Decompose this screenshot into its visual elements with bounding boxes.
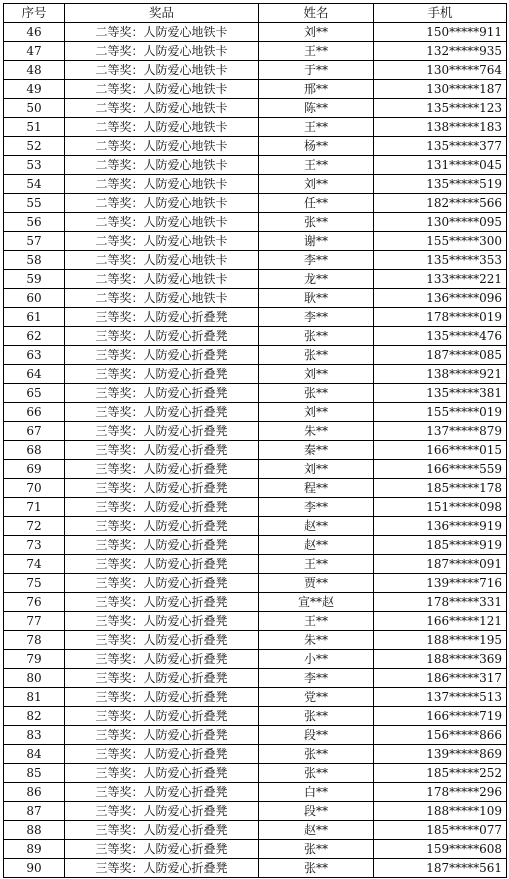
serial-number-cell: 68 bbox=[4, 441, 65, 460]
table-row bbox=[4, 593, 507, 612]
serial-number-cell: 50 bbox=[4, 99, 65, 118]
table-row bbox=[4, 118, 507, 137]
serial-number-cell: 57 bbox=[4, 232, 65, 251]
prize-cell: 三等奖：人防爱心折叠凳 bbox=[65, 802, 259, 821]
prize-cell: 三等奖：人防爱心折叠凳 bbox=[65, 593, 259, 612]
prize-cell: 二等奖：人防爱心地铁卡 bbox=[65, 118, 259, 137]
prize-cell: 二等奖：人防爱心地铁卡 bbox=[65, 42, 259, 61]
prize-cell: 三等奖：人防爱心折叠凳 bbox=[65, 745, 259, 764]
serial-number-cell: 60 bbox=[4, 289, 65, 308]
prize-cell: 三等奖：人防爱心折叠凳 bbox=[65, 536, 259, 555]
phone-cell: 188*****109 bbox=[374, 802, 507, 821]
serial-number-cell: 90 bbox=[4, 859, 65, 878]
winner-name-cell: 赵** bbox=[259, 821, 374, 840]
table-row bbox=[4, 175, 507, 194]
prize-cell: 三等奖：人防爱心折叠凳 bbox=[65, 365, 259, 384]
prize-cell: 三等奖：人防爱心折叠凳 bbox=[65, 688, 259, 707]
serial-number-cell: 88 bbox=[4, 821, 65, 840]
prize-cell: 二等奖：人防爱心地铁卡 bbox=[65, 213, 259, 232]
winner-name-cell: 王** bbox=[259, 118, 374, 137]
serial-number-cell: 89 bbox=[4, 840, 65, 859]
winner-name-cell: 谢** bbox=[259, 232, 374, 251]
table-row bbox=[4, 251, 507, 270]
phone-cell: 150*****911 bbox=[374, 23, 507, 42]
phone-cell: 159*****608 bbox=[374, 840, 507, 859]
winner-name-cell: 张** bbox=[259, 745, 374, 764]
serial-number-cell: 84 bbox=[4, 745, 65, 764]
phone-cell: 166*****121 bbox=[374, 612, 507, 631]
serial-number-cell: 55 bbox=[4, 194, 65, 213]
serial-number-cell: 75 bbox=[4, 574, 65, 593]
prize-cell: 三等奖：人防爱心折叠凳 bbox=[65, 764, 259, 783]
phone-cell: 135*****377 bbox=[374, 137, 507, 156]
serial-number-cell: 59 bbox=[4, 270, 65, 289]
serial-number-cell: 82 bbox=[4, 707, 65, 726]
prize-cell: 二等奖：人防爱心地铁卡 bbox=[65, 232, 259, 251]
prize-cell: 三等奖：人防爱心折叠凳 bbox=[65, 479, 259, 498]
winner-name-cell: 邢** bbox=[259, 80, 374, 99]
serial-number-cell: 54 bbox=[4, 175, 65, 194]
phone-cell: 135*****519 bbox=[374, 175, 507, 194]
table-row bbox=[4, 498, 507, 517]
prize-cell: 三等奖：人防爱心折叠凳 bbox=[65, 821, 259, 840]
winner-name-cell: 程** bbox=[259, 479, 374, 498]
table-row bbox=[4, 61, 507, 80]
phone-cell: 182*****566 bbox=[374, 194, 507, 213]
serial-number-cell: 74 bbox=[4, 555, 65, 574]
phone-cell: 185*****252 bbox=[374, 764, 507, 783]
table-row bbox=[4, 517, 507, 536]
winner-name-cell: 张** bbox=[259, 707, 374, 726]
winner-name-cell: 贾** bbox=[259, 574, 374, 593]
phone-cell: 138*****183 bbox=[374, 118, 507, 137]
phone-cell: 132*****935 bbox=[374, 42, 507, 61]
table-row bbox=[4, 422, 507, 441]
prize-cell: 二等奖：人防爱心地铁卡 bbox=[65, 175, 259, 194]
prize-cell: 三等奖：人防爱心折叠凳 bbox=[65, 460, 259, 479]
phone-cell: 135*****476 bbox=[374, 327, 507, 346]
header-row bbox=[4, 4, 507, 23]
prize-cell: 二等奖：人防爱心地铁卡 bbox=[65, 194, 259, 213]
table-row bbox=[4, 213, 507, 232]
winner-name-cell: 赵** bbox=[259, 517, 374, 536]
winner-name-cell: 党** bbox=[259, 688, 374, 707]
prize-cell: 二等奖：人防爱心地铁卡 bbox=[65, 80, 259, 99]
phone-cell: 178*****296 bbox=[374, 783, 507, 802]
phone-cell: 178*****331 bbox=[374, 593, 507, 612]
table-row bbox=[4, 80, 507, 99]
prize-cell: 三等奖：人防爱心折叠凳 bbox=[65, 650, 259, 669]
table-row bbox=[4, 707, 507, 726]
table-row bbox=[4, 308, 507, 327]
phone-cell: 135*****353 bbox=[374, 251, 507, 270]
serial-number-cell: 61 bbox=[4, 308, 65, 327]
phone-cell: 137*****513 bbox=[374, 688, 507, 707]
phone-cell: 138*****921 bbox=[374, 365, 507, 384]
phone-cell: 156*****866 bbox=[374, 726, 507, 745]
prize-cell: 三等奖：人防爱心折叠凳 bbox=[65, 403, 259, 422]
table-row bbox=[4, 688, 507, 707]
table-body bbox=[4, 23, 507, 878]
serial-number-cell: 66 bbox=[4, 403, 65, 422]
phone-cell: 133*****221 bbox=[374, 270, 507, 289]
prize-cell: 二等奖：人防爱心地铁卡 bbox=[65, 99, 259, 118]
serial-number-cell: 63 bbox=[4, 346, 65, 365]
table-row bbox=[4, 745, 507, 764]
winner-name-cell: 张** bbox=[259, 764, 374, 783]
serial-number-cell: 47 bbox=[4, 42, 65, 61]
phone-cell: 187*****091 bbox=[374, 555, 507, 574]
serial-number-cell: 85 bbox=[4, 764, 65, 783]
serial-number-cell: 70 bbox=[4, 479, 65, 498]
table-row bbox=[4, 99, 507, 118]
serial-number-cell: 67 bbox=[4, 422, 65, 441]
winner-name-cell: 刘** bbox=[259, 403, 374, 422]
winner-name-cell: 任** bbox=[259, 194, 374, 213]
table-row bbox=[4, 783, 507, 802]
table-row bbox=[4, 346, 507, 365]
table-row bbox=[4, 327, 507, 346]
table-row bbox=[4, 384, 507, 403]
serial-number-cell: 81 bbox=[4, 688, 65, 707]
winner-name-cell: 王** bbox=[259, 612, 374, 631]
serial-number-cell: 71 bbox=[4, 498, 65, 517]
table-row bbox=[4, 289, 507, 308]
prize-cell: 三等奖：人防爱心折叠凳 bbox=[65, 840, 259, 859]
winner-name-cell: 张** bbox=[259, 346, 374, 365]
table-row bbox=[4, 669, 507, 688]
winner-name-cell: 李** bbox=[259, 498, 374, 517]
table-row bbox=[4, 479, 507, 498]
table-row bbox=[4, 441, 507, 460]
table-row bbox=[4, 403, 507, 422]
serial-number-cell: 73 bbox=[4, 536, 65, 555]
prize-cell: 三等奖：人防爱心折叠凳 bbox=[65, 612, 259, 631]
winner-name-cell: 耿** bbox=[259, 289, 374, 308]
serial-number-cell: 52 bbox=[4, 137, 65, 156]
prize-cell: 三等奖：人防爱心折叠凳 bbox=[65, 308, 259, 327]
phone-cell: 151*****098 bbox=[374, 498, 507, 517]
table-row bbox=[4, 859, 507, 878]
phone-cell: 166*****559 bbox=[374, 460, 507, 479]
phone-cell: 188*****195 bbox=[374, 631, 507, 650]
phone-cell: 130*****187 bbox=[374, 80, 507, 99]
serial-number-cell: 87 bbox=[4, 802, 65, 821]
winner-name-cell: 张** bbox=[259, 213, 374, 232]
phone-cell: 135*****123 bbox=[374, 99, 507, 118]
prize-cell: 二等奖：人防爱心地铁卡 bbox=[65, 156, 259, 175]
winner-name-cell: 杨** bbox=[259, 137, 374, 156]
table-row bbox=[4, 764, 507, 783]
serial-number-cell: 46 bbox=[4, 23, 65, 42]
winner-name-cell: 于** bbox=[259, 61, 374, 80]
table-row bbox=[4, 650, 507, 669]
prize-cell: 三等奖：人防爱心折叠凳 bbox=[65, 726, 259, 745]
phone-cell: 135*****381 bbox=[374, 384, 507, 403]
table-row bbox=[4, 194, 507, 213]
table-row bbox=[4, 365, 507, 384]
prize-cell: 三等奖：人防爱心折叠凳 bbox=[65, 346, 259, 365]
serial-number-cell: 80 bbox=[4, 669, 65, 688]
prize-cell: 二等奖：人防爱心地铁卡 bbox=[65, 289, 259, 308]
serial-number-cell: 77 bbox=[4, 612, 65, 631]
prize-cell: 二等奖：人防爱心地铁卡 bbox=[65, 251, 259, 270]
prize-cell: 二等奖：人防爱心地铁卡 bbox=[65, 61, 259, 80]
serial-number-cell: 58 bbox=[4, 251, 65, 270]
winner-name-cell: 龙** bbox=[259, 270, 374, 289]
table-row bbox=[4, 821, 507, 840]
header-name: 姓名 bbox=[259, 4, 374, 23]
phone-cell: 155*****019 bbox=[374, 403, 507, 422]
phone-cell: 186*****317 bbox=[374, 669, 507, 688]
prize-cell: 三等奖：人防爱心折叠凳 bbox=[65, 574, 259, 593]
phone-cell: 130*****095 bbox=[374, 213, 507, 232]
prize-cell: 二等奖：人防爱心地铁卡 bbox=[65, 270, 259, 289]
phone-cell: 166*****015 bbox=[374, 441, 507, 460]
phone-cell: 185*****077 bbox=[374, 821, 507, 840]
winner-name-cell: 张** bbox=[259, 327, 374, 346]
prize-cell: 三等奖：人防爱心折叠凳 bbox=[65, 631, 259, 650]
serial-number-cell: 64 bbox=[4, 365, 65, 384]
winner-name-cell: 李** bbox=[259, 669, 374, 688]
serial-number-cell: 62 bbox=[4, 327, 65, 346]
table-header bbox=[4, 4, 507, 23]
winner-name-cell: 张** bbox=[259, 384, 374, 403]
phone-cell: 137*****879 bbox=[374, 422, 507, 441]
phone-cell: 136*****096 bbox=[374, 289, 507, 308]
serial-number-cell: 65 bbox=[4, 384, 65, 403]
phone-cell: 130*****764 bbox=[374, 61, 507, 80]
phone-cell: 139*****869 bbox=[374, 745, 507, 764]
table-row bbox=[4, 631, 507, 650]
winner-name-cell: 张** bbox=[259, 840, 374, 859]
winner-name-cell: 赵** bbox=[259, 536, 374, 555]
table-row bbox=[4, 612, 507, 631]
phone-cell: 139*****716 bbox=[374, 574, 507, 593]
serial-number-cell: 78 bbox=[4, 631, 65, 650]
winner-name-cell: 段** bbox=[259, 726, 374, 745]
table-row bbox=[4, 23, 507, 42]
serial-number-cell: 72 bbox=[4, 517, 65, 536]
serial-number-cell: 51 bbox=[4, 118, 65, 137]
table-row bbox=[4, 137, 507, 156]
phone-cell: 131*****045 bbox=[374, 156, 507, 175]
winner-name-cell: 陈** bbox=[259, 99, 374, 118]
table-row bbox=[4, 840, 507, 859]
serial-number-cell: 86 bbox=[4, 783, 65, 802]
winner-name-cell: 刘** bbox=[259, 175, 374, 194]
table-row bbox=[4, 536, 507, 555]
prize-cell: 三等奖：人防爱心折叠凳 bbox=[65, 384, 259, 403]
table-row bbox=[4, 726, 507, 745]
phone-cell: 185*****919 bbox=[374, 536, 507, 555]
winner-name-cell: 刘** bbox=[259, 23, 374, 42]
header-phone: 手机 bbox=[374, 4, 507, 23]
serial-number-cell: 79 bbox=[4, 650, 65, 669]
phone-cell: 188*****369 bbox=[374, 650, 507, 669]
phone-cell: 185*****178 bbox=[374, 479, 507, 498]
winner-name-cell: 李** bbox=[259, 251, 374, 270]
table-row bbox=[4, 232, 507, 251]
table-row bbox=[4, 574, 507, 593]
prize-cell: 二等奖：人防爱心地铁卡 bbox=[65, 137, 259, 156]
winner-name-cell: 宣**赵 bbox=[259, 593, 374, 612]
phone-cell: 178*****019 bbox=[374, 308, 507, 327]
winner-name-cell: 小** bbox=[259, 650, 374, 669]
winner-name-cell: 刘** bbox=[259, 460, 374, 479]
winner-name-cell: 张** bbox=[259, 859, 374, 878]
winners-table bbox=[3, 3, 507, 878]
table-row bbox=[4, 555, 507, 574]
winner-name-cell: 刘** bbox=[259, 365, 374, 384]
prize-cell: 三等奖：人防爱心折叠凳 bbox=[65, 422, 259, 441]
serial-number-cell: 53 bbox=[4, 156, 65, 175]
table-row bbox=[4, 270, 507, 289]
winner-name-cell: 朱** bbox=[259, 631, 374, 650]
winner-name-cell: 白** bbox=[259, 783, 374, 802]
serial-number-cell: 76 bbox=[4, 593, 65, 612]
prize-cell: 三等奖：人防爱心折叠凳 bbox=[65, 327, 259, 346]
winner-name-cell: 李** bbox=[259, 308, 374, 327]
prize-cell: 三等奖：人防爱心折叠凳 bbox=[65, 517, 259, 536]
phone-cell: 187*****085 bbox=[374, 346, 507, 365]
serial-number-cell: 49 bbox=[4, 80, 65, 99]
winner-name-cell: 王** bbox=[259, 42, 374, 61]
prize-cell: 三等奖：人防爱心折叠凳 bbox=[65, 555, 259, 574]
prize-cell: 三等奖：人防爱心折叠凳 bbox=[65, 441, 259, 460]
winner-name-cell: 王** bbox=[259, 156, 374, 175]
table-row bbox=[4, 460, 507, 479]
winner-name-cell: 段** bbox=[259, 802, 374, 821]
phone-cell: 155*****300 bbox=[374, 232, 507, 251]
table-row bbox=[4, 802, 507, 821]
header-prize: 奖品 bbox=[65, 4, 259, 23]
header-serial-number: 序号 bbox=[4, 4, 65, 23]
serial-number-cell: 48 bbox=[4, 61, 65, 80]
phone-cell: 136*****919 bbox=[374, 517, 507, 536]
table-row bbox=[4, 156, 507, 175]
prize-cell: 三等奖：人防爱心折叠凳 bbox=[65, 707, 259, 726]
serial-number-cell: 56 bbox=[4, 213, 65, 232]
prize-cell: 三等奖：人防爱心折叠凳 bbox=[65, 783, 259, 802]
table-row bbox=[4, 42, 507, 61]
winner-name-cell: 朱** bbox=[259, 422, 374, 441]
phone-cell: 187*****561 bbox=[374, 859, 507, 878]
prize-cell: 三等奖：人防爱心折叠凳 bbox=[65, 669, 259, 688]
prize-cell: 三等奖：人防爱心折叠凳 bbox=[65, 498, 259, 517]
phone-cell: 166*****719 bbox=[374, 707, 507, 726]
prize-cell: 三等奖：人防爱心折叠凳 bbox=[65, 859, 259, 878]
winner-name-cell: 王** bbox=[259, 555, 374, 574]
prize-cell: 二等奖：人防爱心地铁卡 bbox=[65, 23, 259, 42]
serial-number-cell: 69 bbox=[4, 460, 65, 479]
serial-number-cell: 83 bbox=[4, 726, 65, 745]
winner-name-cell: 秦** bbox=[259, 441, 374, 460]
